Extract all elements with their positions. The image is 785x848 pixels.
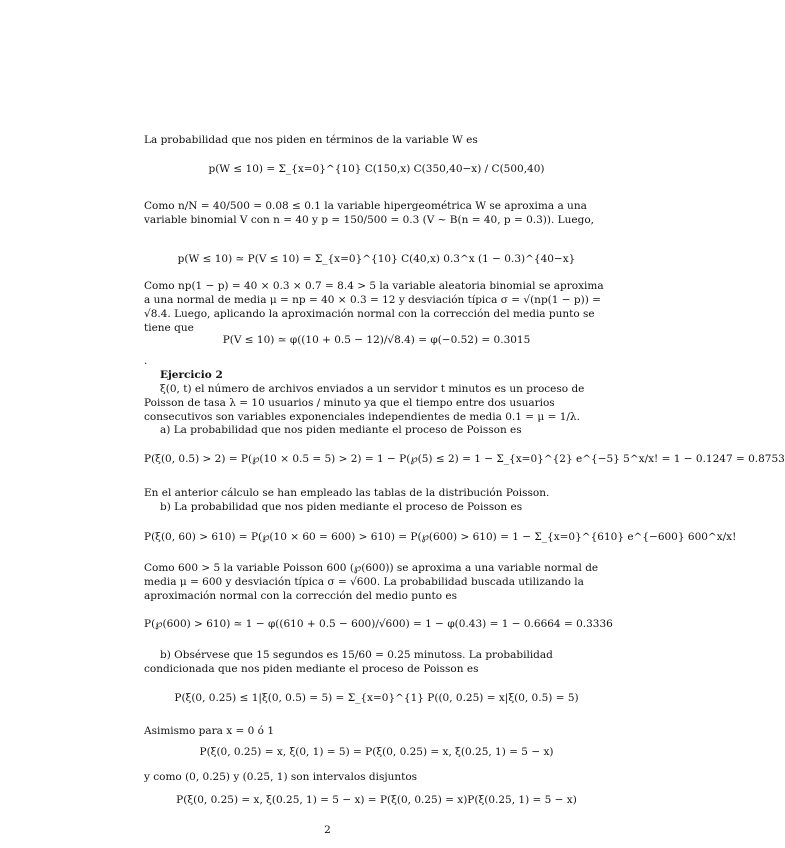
dot-marker: . bbox=[144, 355, 148, 367]
exercise-body: ξ(0, t) el número de archivos enviados a un servidor t minutos es un proceso de Poisson de tasa λ = 10 usuarios / minuto ya que el tiempo entre dos usuarios consecutivos son variables exponenciales independientes de media 0.1 = μ = 1/λ. bbox=[144, 383, 585, 423]
tables-note: En el anterior cálculo se han empleado las tablas de la distribución Poisson. bbox=[144, 487, 550, 499]
equation-hypergeometric: p(W ≤ 10) = Σ_{x=0}^{10} C(150,x) C(350,40−x) / C(500,40) bbox=[208, 163, 545, 175]
equation-conditional: P(ξ(0, 0.25) ≤ 1|ξ(0, 0.5) = 5) = Σ_{x=0}^{1} P((0, 0.25) = x|ξ(0, 0.5) = 5) bbox=[174, 692, 579, 704]
equation-poisson-b: P(ξ(0, 60) > 610) = P(℘(10 × 60 = 600) > 610) = P(℘(600) > 610) = 1 − Σ_{x=0}^{610} e^{−600} 600^x/x! bbox=[144, 531, 737, 543]
equation-poisson-normal: P(℘(600) > 610) ≃ 1 − φ((610 + 0.5 − 600)/√600) = 1 − φ(0.43) = 1 − 0.6664 = 0.3336 bbox=[144, 618, 613, 630]
intro-text: La probabilidad que nos piden en términos de la variable W es bbox=[144, 134, 478, 146]
paragraph-poisson-normal: Como 600 > 5 la variable Poisson 600 (℘(600)) se aproxima a una variable normal de media μ = 600 y desviación típica σ = √600. La probabilidad buscada utilizando la aproximación normal con la corrección del medio punto es bbox=[144, 562, 599, 602]
asimismo-text: Asimismo para x = 0 ó 1 bbox=[144, 725, 274, 737]
part-a-text: a) La probabilidad que nos piden mediante el proceso de Poisson es bbox=[160, 424, 522, 436]
paragraph-binomial-approx: Como n/N = 40/500 = 0.08 ≤ 0.1 la variable hipergeométrica W se aproxima a una variable binomial V con n = 40 y p = 150/500 = 0.3 (V ∼ B(n = 40, p = 0.3)). Luego, bbox=[144, 200, 594, 226]
equation-independence: P(ξ(0, 0.25) = x, ξ(0.25, 1) = 5 − x) = P(ξ(0, 0.25) = x)P(ξ(0.25, 1) = 5 − x) bbox=[176, 794, 577, 806]
equation-joint: P(ξ(0, 0.25) = x, ξ(0, 1) = 5) = P(ξ(0, 0.25) = x, ξ(0.25, 1) = 5 − x) bbox=[199, 746, 554, 758]
paragraph-normal-approx: Como np(1 − p) = 40 × 0.3 × 0.7 = 8.4 > 5 la variable aleatoria binomial se aproxima a una normal de media μ = np = 40 × 0.3 = 12 y desviación típica σ = √(np(1 − p)) = √8.4. Luego, aplicando la aproximación normal con la corrección del media punto se tiene que bbox=[144, 280, 604, 334]
page-number: 2 bbox=[324, 824, 331, 836]
disjoint-text: y como (0, 0.25) y (0.25, 1) son intervalos disjuntos bbox=[144, 771, 418, 783]
part-b2-text: b) Obsérvese que 15 segundos es 15/60 = 0.25 minutoss. La probabilidad condicionada que nos piden mediante el proceso de Poisson es bbox=[144, 649, 553, 675]
part-b-text: b) La probabilidad que nos piden mediante el proceso de Poisson es bbox=[160, 501, 523, 513]
exercise-title: Ejercicio 2 bbox=[160, 369, 223, 381]
equation-poisson-a: P(ξ(0, 0.5) > 2) = P(℘(10 × 0.5 = 5) > 2) = 1 − P(℘(5) ≤ 2) = 1 − Σ_{x=0}^{2} e^{−5} 5^x/x! = 1 − 0.1247 = 0.8753 bbox=[144, 453, 785, 465]
equation-binomial: p(W ≤ 10) ≃ P(V ≤ 10) = Σ_{x=0}^{10} C(40,x) 0.3^x (1 − 0.3)^{40−x} bbox=[177, 253, 576, 265]
equation-normal-approx: P(V ≤ 10) ≃ φ((10 + 0.5 − 12)/√8.4) = φ(−0.52) = 0.3015 bbox=[222, 334, 531, 346]
